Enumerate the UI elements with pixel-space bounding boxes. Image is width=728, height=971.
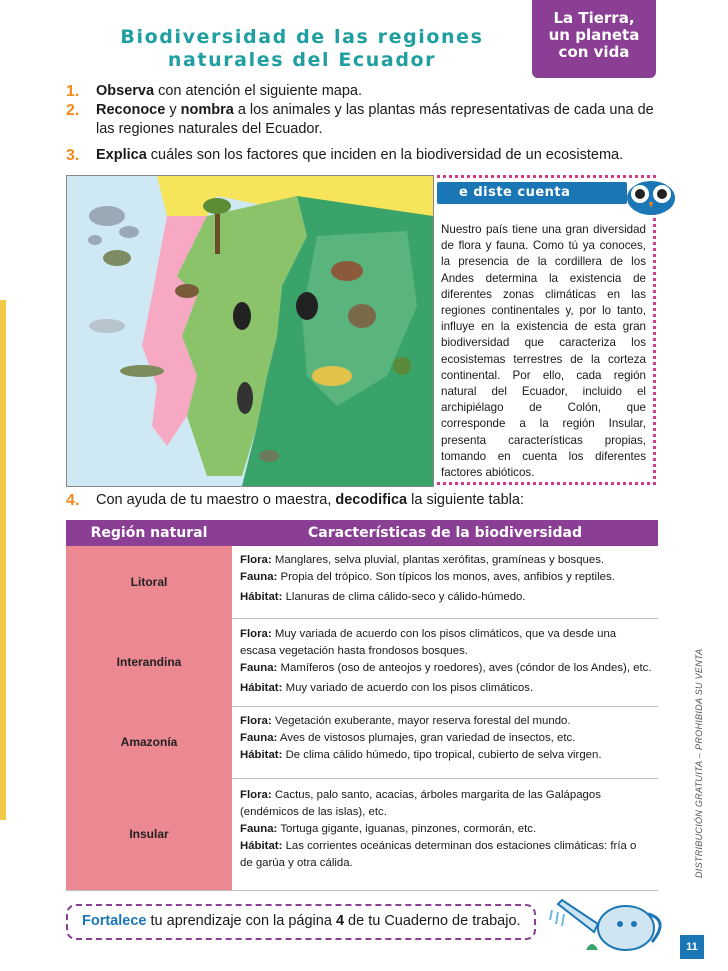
- instruction-verb: decodifica: [335, 492, 408, 508]
- habitat-label: Hábitat:: [240, 682, 283, 694]
- instruction-pretext: Con ayuda de tu maestro o maestra,: [96, 492, 336, 508]
- characteristics-cell: [240, 552, 652, 606]
- unit-tab-line-2: un planeta: [548, 26, 640, 44]
- fauna-label: Fauna:: [240, 823, 278, 835]
- region-cell: [66, 546, 232, 618]
- region-cell: [66, 778, 232, 890]
- flora-label: Flora:: [240, 628, 272, 640]
- page-number: 11: [680, 935, 704, 959]
- instruction-verb: Reconoce: [96, 102, 166, 118]
- flora-label: Flora:: [240, 789, 272, 801]
- title-line-2: naturales del Ecuador: [167, 49, 437, 71]
- region-name: Amazonía: [120, 735, 178, 749]
- footer-tail: de tu Cuaderno de trabajo.: [344, 913, 521, 929]
- instruction-3: [66, 146, 666, 165]
- instruction-2: [66, 101, 666, 139]
- instruction-text: cuáles son los factores que inciden en la biodiversidad de un ecosistema.: [146, 147, 624, 163]
- instruction-4: [66, 491, 666, 510]
- habitat-text: Las corrientes oceánicas determinan dos estaciones climáticas: fría o de garúa y otra cálida.: [240, 840, 637, 869]
- instruction-number: 1.: [66, 83, 80, 100]
- habitat-label: Hábitat:: [240, 591, 283, 603]
- unit-tab-line-3: con vida: [558, 43, 630, 61]
- unit-tab-line-1: La Tierra,: [553, 9, 635, 27]
- instruction-text: con atención el siguiente mapa.: [154, 83, 363, 99]
- habitat-text: De clima cálido húmedo, tipo tropical, cubierto de selva virgen.: [285, 749, 602, 761]
- sidebar-heading-text: e diste cuenta: [459, 185, 571, 200]
- footer-lead: Fortalece: [82, 913, 147, 929]
- table-row: [66, 618, 658, 707]
- flora-text: Manglares, selva pluvial, plantas xerófitas, gramíneas y bosques.: [274, 554, 605, 566]
- instruction-verb-2: nombra: [180, 102, 234, 118]
- distribution-notice: [690, 620, 706, 880]
- distribution-notice-text: DISTRIBUCIÓN GRATUITA – PROHIBIDA SU VENTA: [694, 648, 704, 878]
- column-header-region: Región natural: [90, 525, 208, 541]
- left-color-strip: [0, 300, 6, 820]
- watering-can-icon: [548, 880, 676, 956]
- map-illustration: [67, 176, 433, 486]
- fauna-text: Mamíferos (oso de anteojos y roedores), aves (cóndor de los Andes), etc.: [280, 662, 652, 674]
- region-cell: [66, 618, 232, 706]
- instruction-number: 2.: [66, 102, 80, 119]
- instruction-number: 4.: [66, 492, 80, 509]
- table-row: [66, 778, 658, 891]
- sidebar-text: Nuestro país tiene una gran diversidad de flora y fauna. Como tú ya conoces, la presencia de la cordillera de los Andes determina la existencia de diferentes zonas climáticas en las regiones continentales y, por lo tanto, influye en la existencia de esta gran biodiversidad que caracteriza los ecosistemas terrestres de la corteza continental. Por ello, cada región natural del Ecuador, incluido el archipiélago de Colón, que corresponde a la región Insular, presenta características propias, tomando en cuenta los diferentes factores abióticos.: [441, 223, 646, 480]
- footer-text: [82, 913, 521, 929]
- habitat-label: Hábitat:: [240, 749, 283, 761]
- table-row: [66, 706, 658, 779]
- habitat-text: Llanuras de clima cálido-seco y cálido-húmedo.: [285, 591, 526, 603]
- footer-page-ref: 4: [335, 913, 345, 929]
- habitat-text: Muy variado de acuerdo con los pisos climáticos.: [285, 682, 534, 694]
- fauna-label: Fauna:: [240, 571, 278, 583]
- habitat-label: Hábitat:: [240, 840, 283, 852]
- ecuador-biodiversity-map: [66, 175, 434, 487]
- fauna-label: Fauna:: [240, 662, 278, 674]
- instruction-verb: Explica: [96, 147, 147, 163]
- instruction-connector: y: [165, 102, 181, 118]
- unit-tab: [532, 0, 656, 78]
- region-name: Litoral: [130, 575, 168, 589]
- title-line-1: Biodiversidad de las regiones: [120, 26, 484, 48]
- region-name: Interandina: [116, 655, 182, 669]
- column-header-characteristics: Características de la biodiversidad: [308, 525, 582, 541]
- characteristics-cell: [240, 713, 652, 764]
- footer-mid: tu aprendizaje con la página: [146, 913, 336, 929]
- page-title: [92, 26, 512, 72]
- characteristics-cell: [240, 787, 652, 872]
- characteristics-cell: [240, 626, 652, 697]
- instruction-1: [66, 82, 666, 101]
- flora-label: Flora:: [240, 554, 272, 566]
- table-header: [66, 520, 658, 546]
- fauna-text: Propia del trópico. Son típicos los monos, aves, anfibios y reptiles.: [280, 571, 615, 583]
- sidebar-heading: [437, 182, 627, 204]
- fauna-text: Tortuga gigante, iguanas, pinzones, cormorán, etc.: [280, 823, 537, 835]
- flora-text: Muy variada de acuerdo con los pisos climáticos, que va desde una escasa vegetación hasta frondosos bosques.: [240, 628, 617, 657]
- owl-icon: [625, 176, 677, 216]
- flora-label: Flora:: [240, 715, 272, 727]
- instruction-text: a los animales y las plantas más representativas de cada una de las regiones naturales del Ecuador.: [96, 102, 654, 137]
- instruction-text: la siguiente tabla:: [407, 492, 524, 508]
- flora-text: Vegetación exuberante, mayor reserva forestal del mundo.: [274, 715, 571, 727]
- fauna-text: Aves de vistosos plumajes, gran variedad de insectos, etc.: [279, 732, 576, 744]
- fauna-label: Fauna:: [240, 732, 278, 744]
- flora-text: Cactus, palo santo, acacias, árboles margarita de las Galápagos (endémicos de las islas), etc.: [240, 789, 601, 818]
- instruction-verb: Observa: [96, 83, 155, 99]
- region-cell: [66, 706, 232, 778]
- table-row: [66, 546, 658, 619]
- region-name: Insular: [129, 827, 169, 841]
- instruction-number: 3.: [66, 147, 80, 164]
